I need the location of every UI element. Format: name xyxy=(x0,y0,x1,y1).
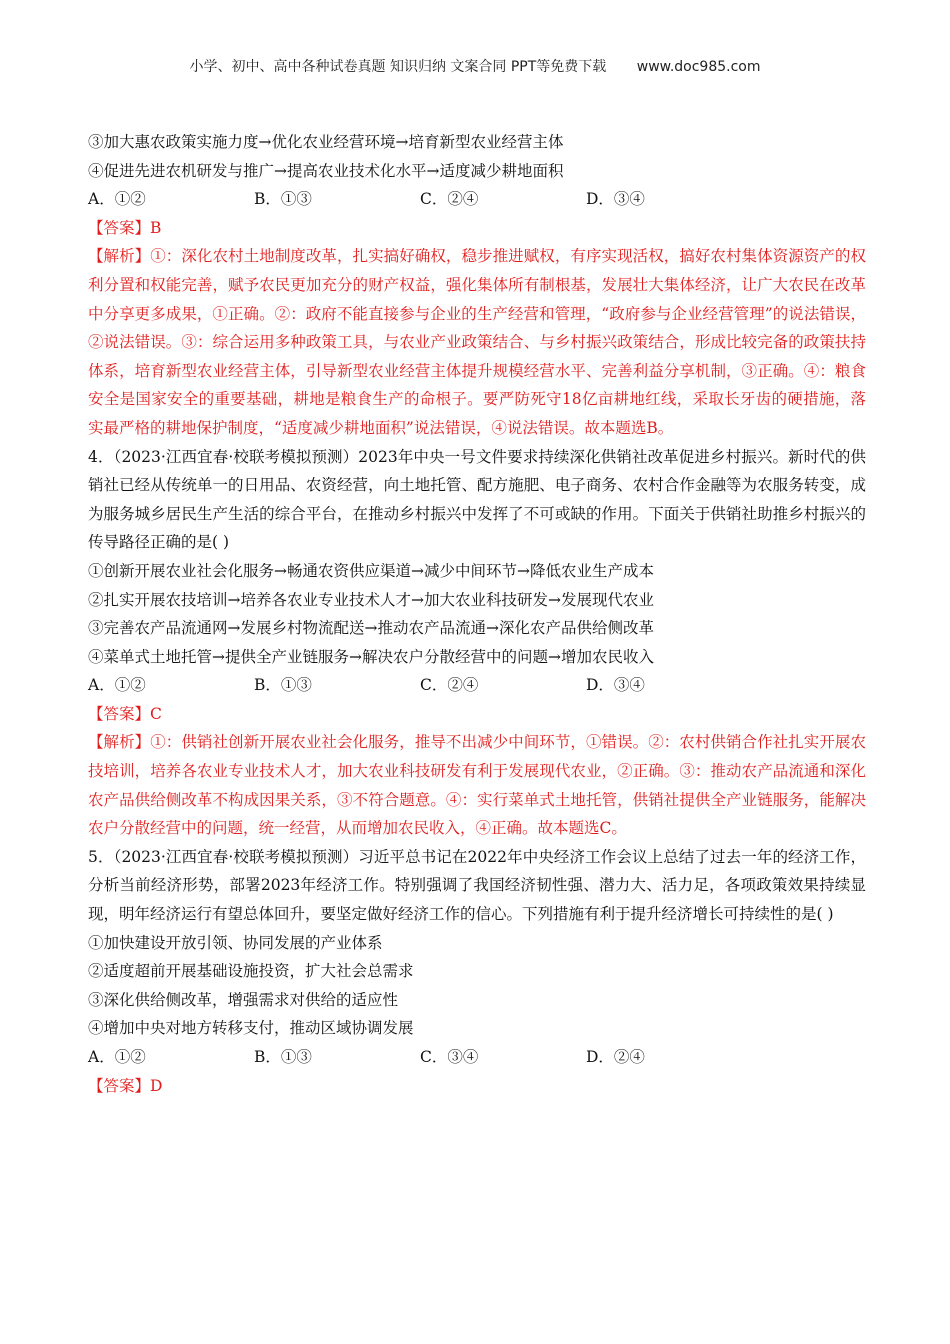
q5-answer-value: D xyxy=(150,1076,163,1095)
q4-option-a: A．①② xyxy=(88,676,146,695)
q4-answer-value: C xyxy=(150,704,162,723)
q4-answer-label: 【答案】 xyxy=(88,704,151,723)
q3-item-3: ③加大惠农政策实施力度→优化农业经营环境→培育新型农业经营主体 xyxy=(88,133,564,151)
q5-stem: 5．（2023·江西宜春·校联考模拟预测）习近平总书记在2022年中央经济工作会议上总结了过去一年的经济工作，分析当前经济形势，部署2023年经济工作。特别强调了我国经济韧性强、潜力大、活力足，各项政策效果持续显现，明年经济运行有望总体回升，要坚定做好经济工作的信心。下列措施有利于提升经济增长可持续性的是( ) xyxy=(88,847,866,924)
q5-item-2: ②适度超前开展基础设施投资，扩大社会总需求 xyxy=(88,962,414,981)
q4-analysis-label: 【解析】 xyxy=(88,733,151,752)
q3-options xyxy=(88,185,866,214)
q5-option-d: D．②④ xyxy=(586,1048,645,1066)
q4-item-2: ②扎实开展农技培训→培养各农业专业技术人才→加大农业科技研发→发展现代农业 xyxy=(88,590,654,609)
q5-option-a: A．①② xyxy=(88,1048,146,1066)
q4-option-b: B．①③ xyxy=(254,676,312,695)
q3-analysis-text: ①：深化农村土地制度改革，扎实搞好确权，稳步推进赋权，有序实现活权，搞好农村集体资源资产的权利分置和权能完善，赋予农民更加充分的财产权益，强化集体所有制根基，发展壮大集体经济，让广大农民在改革中分享更多成果，①正确。②：政府不能直接参与企业的生产经营和管理，“政府参与企业经营管理”的说法错误，②说法错误。③：综合运用多种政策工具，与农业产业政策结合、与乡村振兴政策结合，形成比较完备的政策扶持体系，培育新型农业经营主体，引导新型农业经营主体提升规模经营水平、完善利益分享机制，③正确。④：粮食安全是国家安全的重要基础，耕地是粮食生产的命根子。要严防死守18亿亩耕地红线，采取长牙齿的硬措施，落实最严格的耕地保护制度，“适度减少耕地面积”说法错误，④说法错误。故本题选B。 xyxy=(88,247,866,437)
q4-stem: 4．（2023·江西宜春·校联考模拟预测）2023年中央一号文件要求持续深化供销社改革促进乡村振兴。新时代的供销社已经从传统单一的日用品、农资经营，向土地托管、配方施肥、电子商务、农村合作金融等为农服务转变，成为服务城乡居民生产生活的综合平台，在推动乡村振兴中发挥了不可或缺的作用。下面关于供销社助推乡村振兴的传导路径正确的是( ) xyxy=(88,447,866,552)
q3-option-a: A．①② xyxy=(88,190,146,209)
q5-item-1: ①加快建设开放引领、协同发展的产业体系 xyxy=(88,933,383,952)
q4-item-3: ③完善农产品流通网→发展乡村物流配送→推动农产品流通→深化农产品供给侧改革 xyxy=(88,619,654,638)
q4-analysis-text: ①：供销社创新开展农业社会化服务，推导不出减少中间环节，①错误。②：农村供销合作社扎实开展农技培训，培养各农业专业技术人才，加大农业科技研发有利于发展现代农业，②正确。③：推动农产品流通和深化农产品供给侧改革不构成因果关系，③不符合题意。④：实行菜单式土地托管，供销社提供全产业链服务，能解决农户分散经营中的问题，统一经营，从而增加农民收入，④正确。故本题选C。 xyxy=(88,733,866,838)
question-4 xyxy=(88,443,866,843)
header-text: 小学、初中、高中各种试卷真题 知识归纳 文案合同 PPT等免费下载 xyxy=(189,59,607,75)
q3-option-d: D．③④ xyxy=(586,190,645,209)
q3-answer-label: 【答案】 xyxy=(88,218,151,237)
q4-analysis xyxy=(88,728,866,842)
q4-item-1: ①创新开展农业社会化服务→畅通农资供应渠道→减少中间环节→降低农业生产成本 xyxy=(88,561,654,580)
q5-option-c: C．③④ xyxy=(420,1048,479,1066)
page-header xyxy=(0,56,950,76)
q5-item-3: ③深化供给侧改革，增强需求对供给的适应性 xyxy=(88,990,399,1009)
question-5 xyxy=(88,843,866,1100)
q3-item-4: ④促进先进农机研发与推广→提高农业技术化水平→适度减少耕地面积 xyxy=(88,161,564,180)
q3-analysis xyxy=(88,242,866,442)
q3-answer xyxy=(88,214,866,243)
q3-option-b: B．①③ xyxy=(254,190,312,209)
q4-option-c: C．②④ xyxy=(420,676,479,695)
question-3 xyxy=(88,128,866,443)
q4-option-d: D．③④ xyxy=(586,676,645,695)
q4-answer xyxy=(88,700,866,729)
q3-analysis-label: 【解析】 xyxy=(88,247,151,266)
header-site-link[interactable]: www.doc985.com xyxy=(636,59,761,75)
document-body xyxy=(88,128,866,1100)
q5-item-4: ④增加中央对地方转移支付，推动区域协调发展 xyxy=(88,1019,414,1038)
q5-options xyxy=(88,1043,866,1072)
q4-item-4: ④菜单式土地托管→提供全产业链服务→解决农户分散经营中的问题→增加农民收入 xyxy=(88,647,654,666)
q3-answer-value: B xyxy=(150,218,162,237)
q4-options xyxy=(88,671,866,700)
q5-option-b: B．①③ xyxy=(254,1048,312,1066)
q5-answer xyxy=(88,1072,866,1101)
q3-option-c: C．②④ xyxy=(420,190,479,209)
q5-answer-label: 【答案】 xyxy=(88,1076,151,1095)
